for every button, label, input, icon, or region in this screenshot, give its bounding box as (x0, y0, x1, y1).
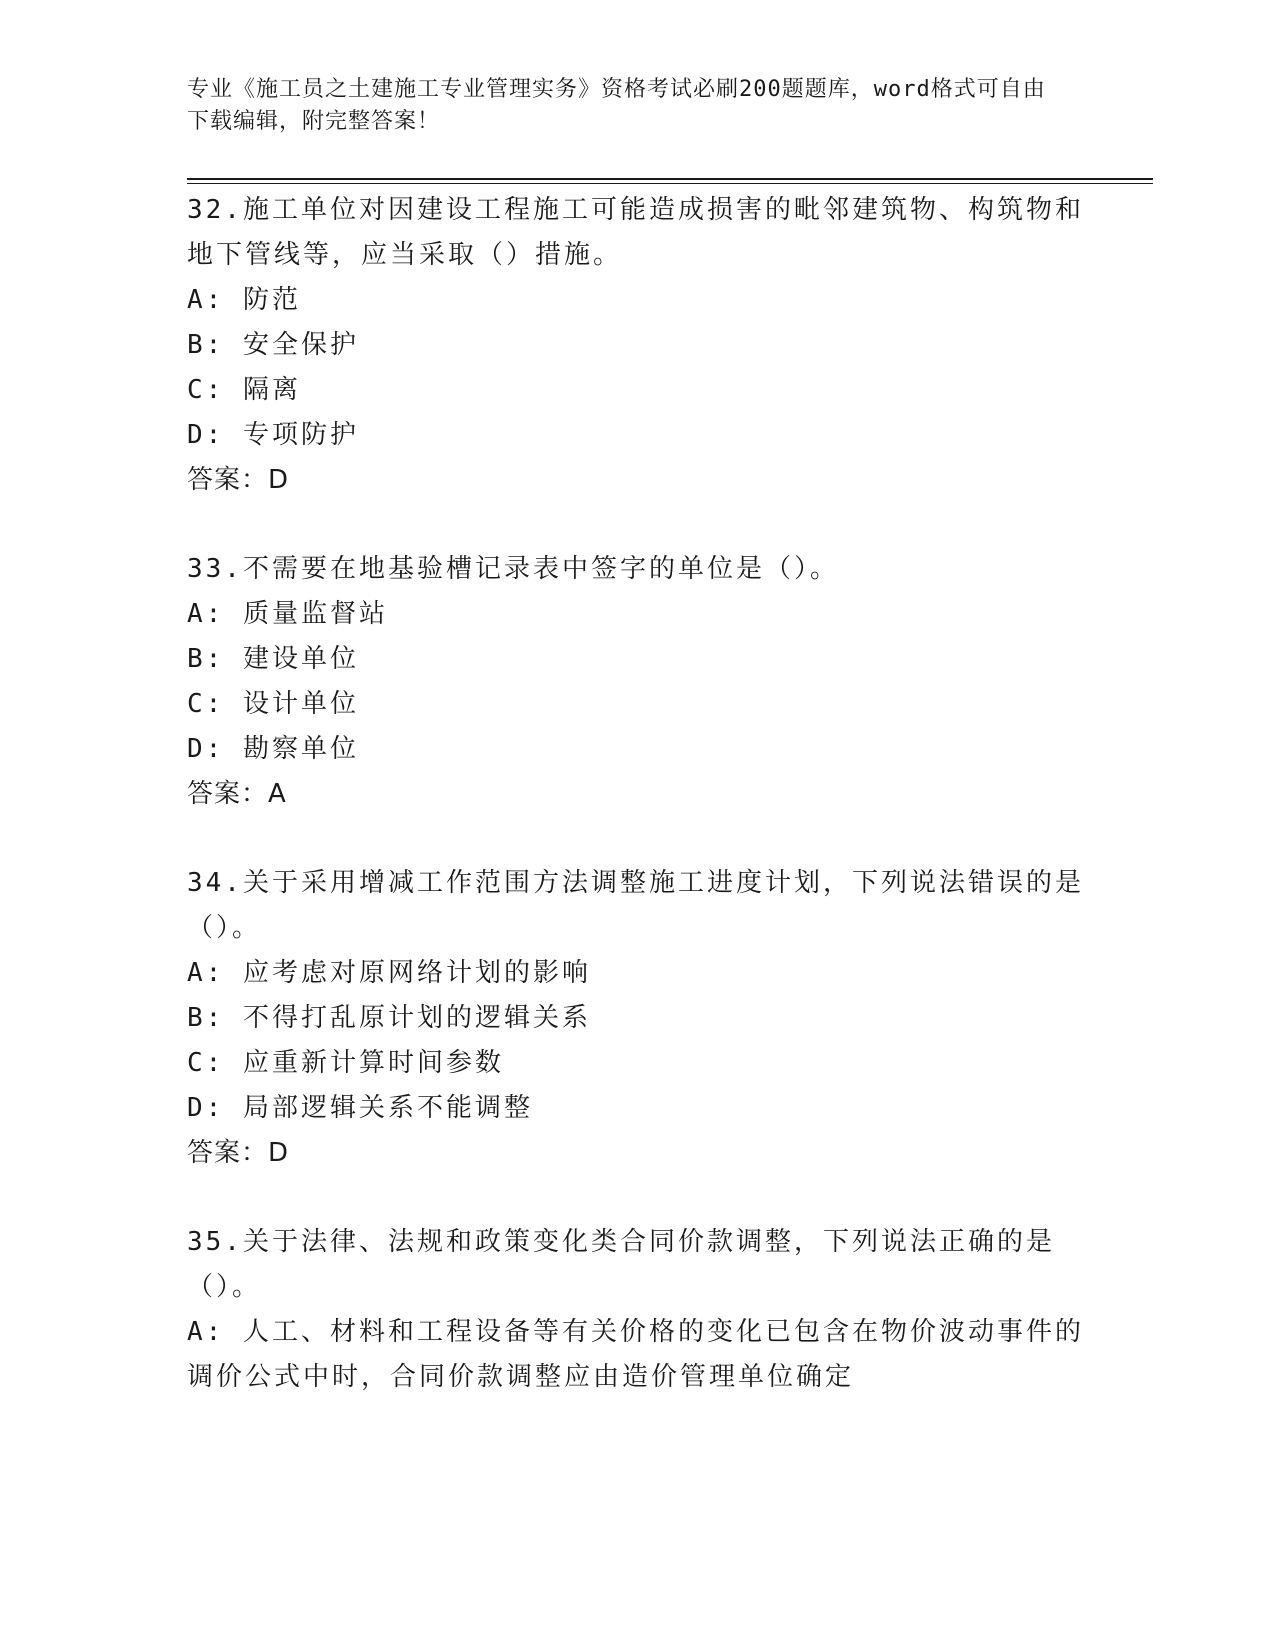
answer-line: 答案：D (187, 465, 290, 495)
question-32 (187, 188, 1087, 503)
option-c: C: 设计单位 (187, 689, 359, 719)
question-stem: 32.施工单位对因建设工程施工可能造成损害的毗邻建筑物、构筑物和地下管线等，应当采取（）措施。 (187, 195, 1084, 270)
option-c: C: 隔离 (187, 375, 301, 405)
option-a: A: 防范 (187, 285, 301, 315)
question-33 (187, 547, 1087, 817)
header-divider-thick (187, 178, 1153, 180)
header-intro-text: 专业《施工员之土建施工专业管理实务》资格考试必刷200题题库，word格式可自由下载编辑，附完整答案！ (187, 77, 1046, 134)
document-header (187, 74, 1067, 138)
question-stem: 34.关于采用增减工作范围方法调整施工进度计划，下列说法错误的是（）。 (187, 868, 1084, 943)
option-d: D: 专项防护 (187, 420, 359, 450)
option-a: A: 质量监督站 (187, 599, 388, 629)
option-b: B: 安全保护 (187, 330, 359, 360)
question-stem: 35.关于法律、法规和政策变化类合同价款调整，下列说法正确的是（）。 (187, 1227, 1055, 1302)
option-d: D: 局部逻辑关系不能调整 (187, 1093, 533, 1123)
question-stem: 33.不需要在地基验槽记录表中签字的单位是（）。 (187, 554, 839, 584)
option-a: A: 应考虑对原网络计划的影响 (187, 958, 591, 988)
question-list (187, 188, 1087, 1444)
option-d: D: 勘察单位 (187, 734, 359, 764)
option-c: C: 应重新计算时间参数 (187, 1048, 504, 1078)
option-a: A: 人工、材料和工程设备等有关价格的变化已包含在物价波动事件的调价公式中时，合同价款调整应由造价管理单位确定 (187, 1317, 1084, 1392)
answer-line: 答案：D (187, 1138, 290, 1168)
option-b: B: 建设单位 (187, 644, 359, 674)
question-34 (187, 861, 1087, 1176)
question-35 (187, 1220, 1087, 1400)
header-divider-thin (187, 183, 1153, 184)
answer-line: 答案：A (187, 779, 287, 809)
option-b: B: 不得打乱原计划的逻辑关系 (187, 1003, 591, 1033)
